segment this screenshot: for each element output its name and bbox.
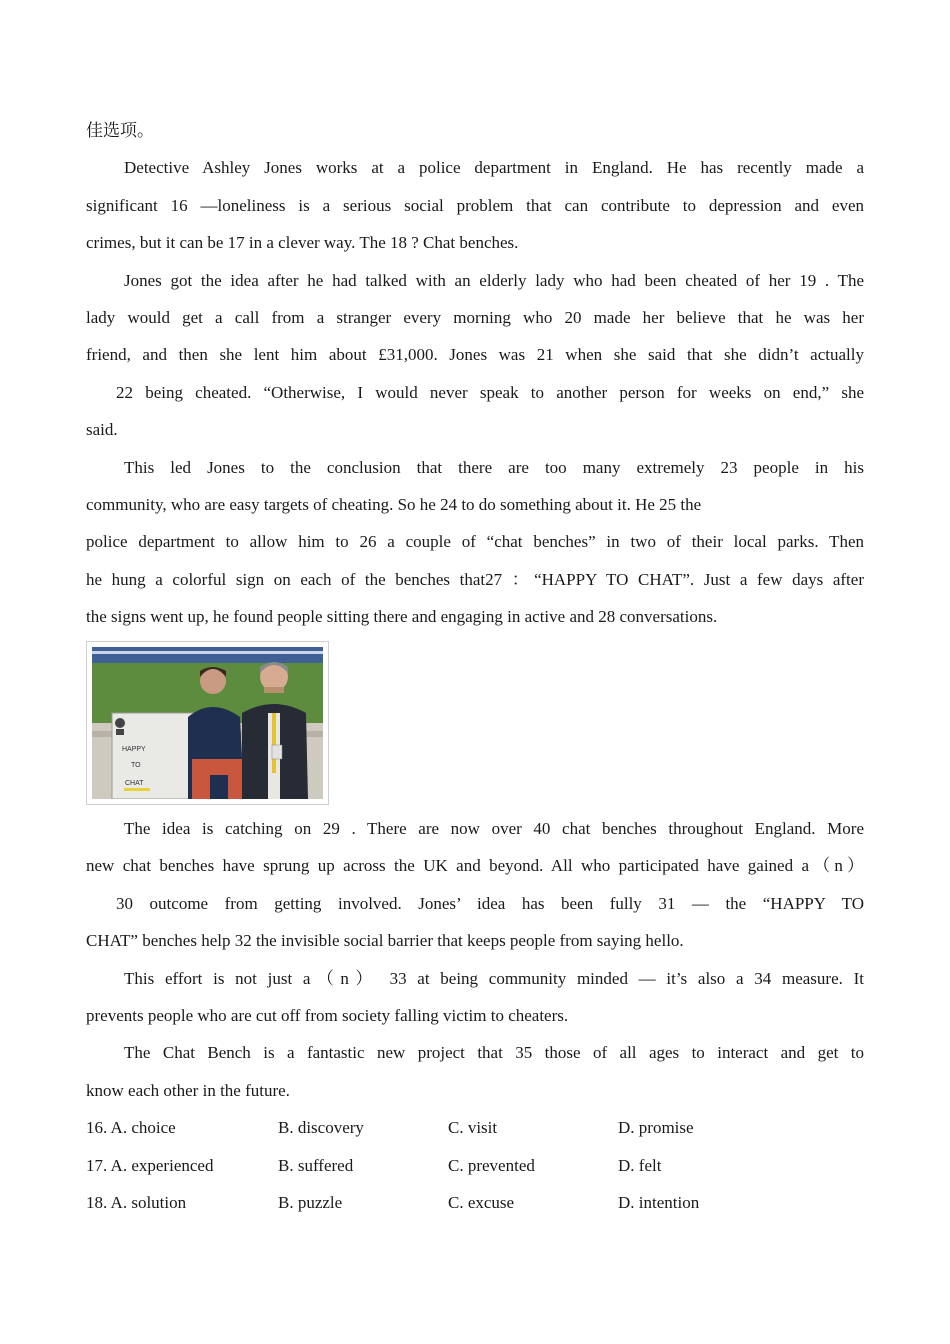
passage-line: 30 outcome from getting involved. Jones’ idea has been fully 31 — the “HAPPY TO	[116, 893, 864, 913]
sign-text-chat: CHAT	[125, 780, 144, 787]
passage-line: the signs went up, he found people sitting there and engaging in active and 28 conversations.	[86, 607, 718, 627]
chat-bench-photo	[86, 641, 329, 805]
passage-line: said.	[86, 420, 118, 440]
option-b: B. discovery	[278, 1118, 364, 1138]
passage-line: prevents people who are cut off from society falling victim to cheaters.	[86, 1005, 569, 1025]
option-d: D. intention	[618, 1192, 700, 1212]
passage-line: 22 being cheated. “Otherwise, I would never speak to another person for weeks on end,” she	[116, 382, 864, 402]
options-row	[86, 1184, 864, 1221]
options-row	[86, 1109, 864, 1146]
passage-bottom	[86, 810, 864, 1221]
passage-line: crimes, but it can be 17 in a clever way. The 18 ? Chat benches.	[86, 233, 519, 253]
option-d: D. felt	[618, 1155, 662, 1175]
passage-line: CHAT” benches help 32 the invisible social barrier that keeps people from saying hello.	[86, 931, 684, 951]
option-a: 18. A. solution	[86, 1192, 187, 1212]
photo-illustration	[92, 647, 323, 799]
sign-text-happy: HAPPY	[122, 746, 146, 753]
option-c: C. visit	[448, 1118, 498, 1138]
passage-line: new chat benches have sprung up across the UK and beyond. All who participated have gained a（n）	[86, 856, 864, 876]
passage-line: lady would get a call from a stranger every morning who 20 made her believe that he was her	[86, 307, 864, 327]
passage-line: This led Jones to the conclusion that there are too many extremely 23 people in his	[124, 457, 864, 477]
option-b: B. suffered	[278, 1155, 354, 1175]
passage-line: Detective Ashley Jones works at a police department in England. He has recently made a	[124, 158, 864, 178]
options-row	[86, 1147, 864, 1184]
option-c: C. prevented	[448, 1155, 535, 1175]
passage-line: The Chat Bench is a fantastic new project that 35 those of all ages to interact and get to	[124, 1043, 864, 1063]
option-a: 17. A. experienced	[86, 1155, 214, 1175]
passage-line: Jones got the idea after he had talked with an elderly lady who had been cheated of her 19 . The	[124, 270, 864, 290]
passage-line: community, who are easy targets of cheating. So he 24 to do something about it. He 25 the	[86, 494, 702, 514]
option-a: 16. A. choice	[86, 1118, 176, 1138]
passage-line: he hung a colorful sign on each of the benches that27 ：“HAPPY TO CHAT”. Just a few days after	[86, 569, 864, 589]
passage-line: This effort is not just a（n） 33 at being community minded — it’s also a 34 measure. It	[124, 968, 864, 988]
option-c: C. excuse	[448, 1192, 515, 1212]
instruction-text: 佳选项。	[86, 121, 154, 140]
option-b: B. puzzle	[278, 1192, 343, 1212]
option-d: D. promise	[618, 1118, 694, 1138]
passage-line: The idea is catching on 29 . There are now over 40 chat benches throughout England. More	[124, 819, 864, 838]
passage-top	[86, 112, 864, 635]
sign-text-to: TO	[131, 762, 141, 769]
passage-line: know each other in the future.	[86, 1080, 290, 1100]
passage-line: police department to allow him to 26 a couple of “chat benches” in two of their local parks. Then	[86, 532, 864, 552]
passage-line: friend, and then she lent him about £31,000. Jones was 21 when she said that she didn’t actually	[86, 345, 864, 365]
passage-line: significant 16 —loneliness is a serious social problem that can contribute to depression and even	[86, 195, 864, 215]
